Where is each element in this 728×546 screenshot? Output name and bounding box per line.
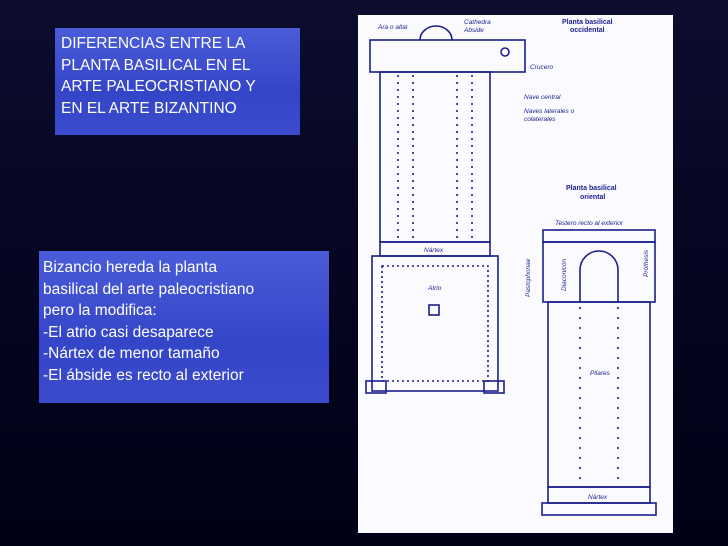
apse-outline [420, 26, 452, 40]
atrium-outline [372, 256, 498, 391]
title-line: ARTE PALEOCRISTIANO Y [61, 78, 256, 95]
label-nartex-occ: Nártex [424, 247, 444, 254]
label-naves-laterales-1: Naves laterales o [524, 108, 575, 115]
label-diaconicon: Diaconicón [561, 258, 568, 291]
body-line: basilical del arte paleocristiano [43, 280, 255, 298]
title-line: EN EL ARTE BIZANTINO [61, 99, 237, 117]
label-prothesis: Próthesis [643, 249, 650, 277]
label-occidental-2: occidental [570, 27, 605, 34]
label-pilares: Pilares [590, 370, 610, 377]
label-pastophonae: Pastophonae [525, 258, 532, 297]
body-line: Bizancio hereda la planta [43, 259, 218, 276]
label-oriental-2: oriental [580, 194, 606, 201]
explanation-box [39, 251, 329, 403]
floor-plans-drawing [358, 15, 673, 533]
east-naves-outline [548, 302, 650, 487]
label-crucero: Crucero [530, 64, 554, 71]
label-naves-laterales-2: colaterales [524, 116, 556, 123]
title-line: PLANTA BASILICAL EN EL [61, 56, 251, 74]
body-line: -El atrio casi desaparece [43, 323, 214, 341]
atrium-colonnade [382, 266, 488, 381]
naves-outline [380, 72, 490, 242]
label-oriental-1: Planta basilical [566, 185, 617, 192]
body-line: -Nártex de menor tamaño [43, 345, 220, 362]
transept-outline [370, 40, 525, 72]
title-box [55, 28, 300, 135]
body-line: pero la modifica: [43, 302, 157, 319]
label-cathedra: Cathedra [464, 19, 491, 26]
label-nartex-or: Nártex [588, 494, 608, 501]
basilica-floor-plans-image [358, 15, 673, 533]
label-ara: Ara o altar [378, 24, 408, 31]
label-occidental-1: Planta basilical [562, 19, 613, 26]
east-top-wall [543, 230, 655, 242]
body-line: -El ábside es recto al exterior [43, 366, 244, 384]
label-nave-central: Nave central [524, 94, 561, 101]
altar-mark [501, 48, 509, 56]
title-line: DIFERENCIAS ENTRE LA [61, 35, 246, 52]
label-testero: Testero recto al exterior [555, 220, 624, 227]
label-atrio: Atrio [428, 285, 442, 292]
east-apse-outline [580, 251, 618, 302]
east-bottom-wall [542, 503, 656, 515]
label-abside: Abside [464, 27, 484, 34]
fountain [429, 305, 439, 315]
